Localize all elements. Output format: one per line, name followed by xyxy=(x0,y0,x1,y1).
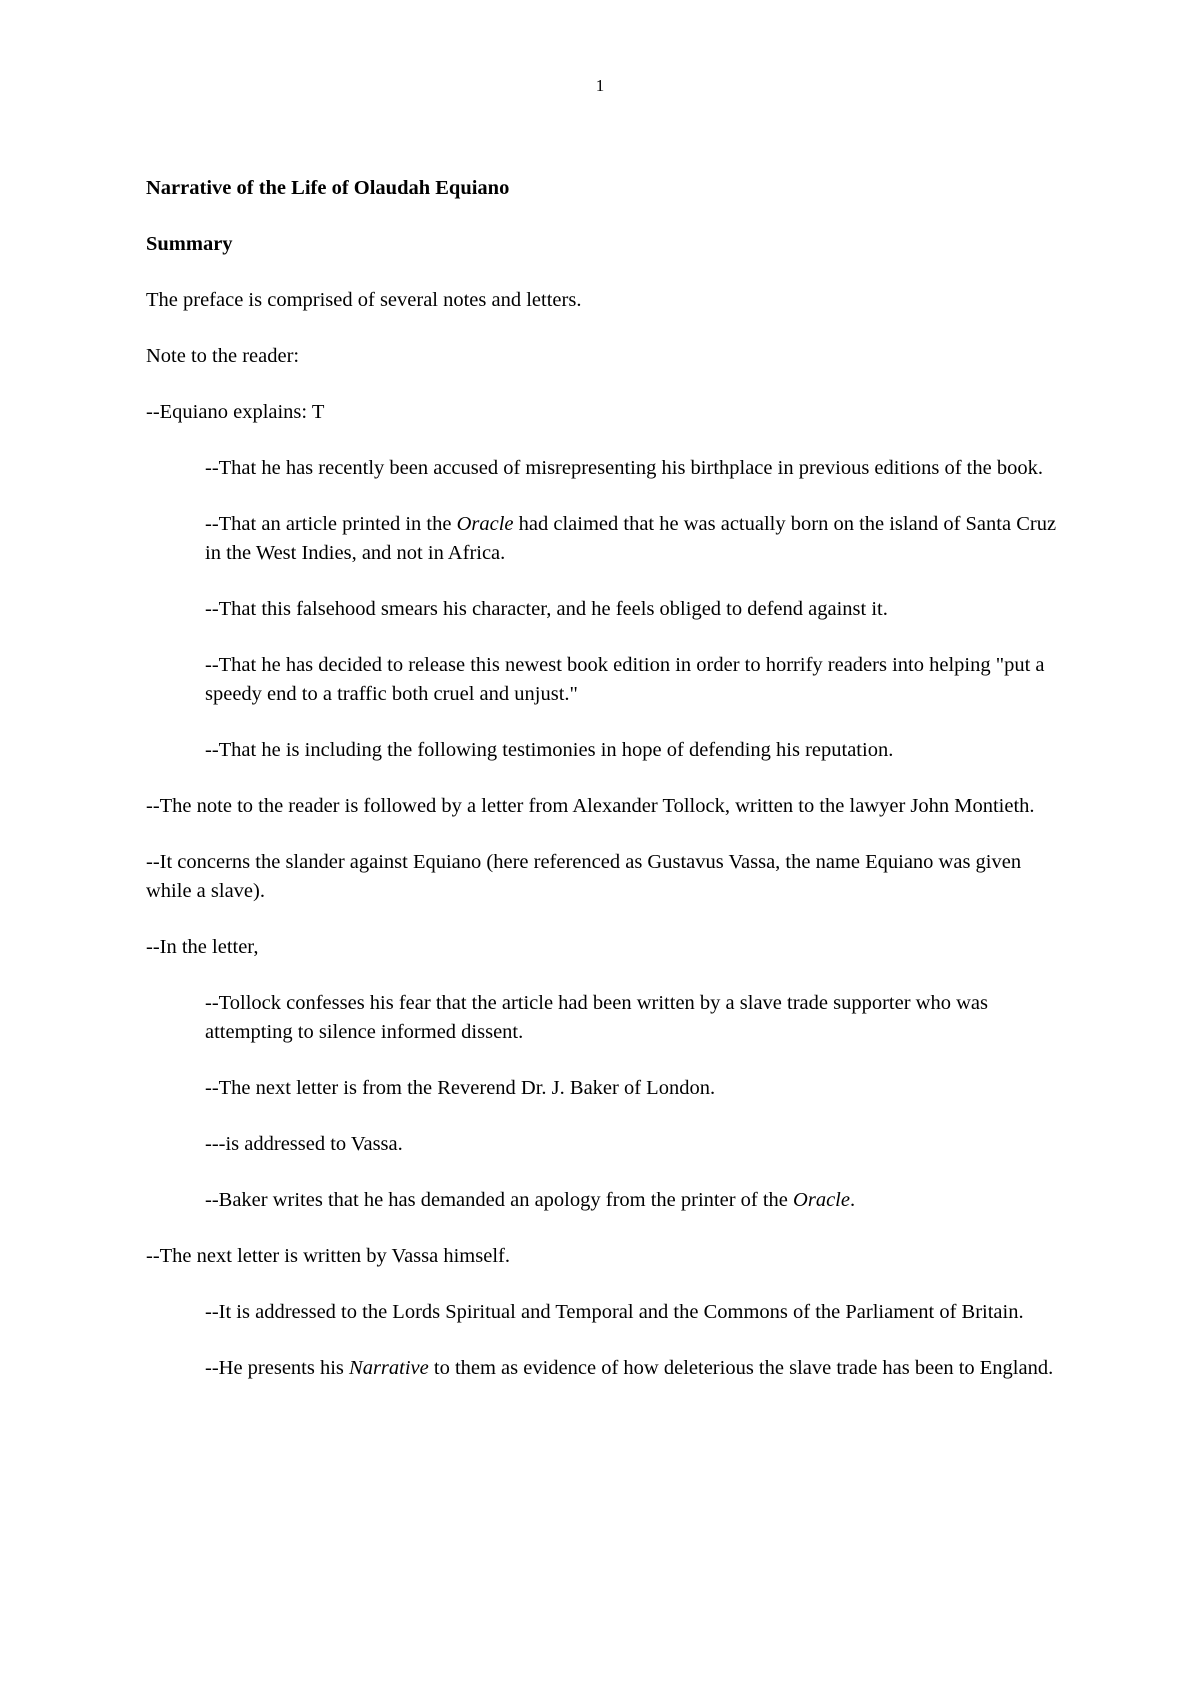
italic-title: Narrative xyxy=(349,1357,429,1379)
document-body xyxy=(146,174,1070,1383)
indented-paragraph: --That he has recently been accused of misrepresenting his birthplace in previous editions of the book. xyxy=(205,457,1043,479)
paragraph-list xyxy=(146,286,1070,1383)
italic-title: Oracle xyxy=(456,513,514,535)
indented-paragraph: ---is addressed to Vassa. xyxy=(205,1133,403,1155)
paragraph-text: --Baker writes that he has demanded an apology from the printer of the xyxy=(205,1189,794,1211)
paragraph: Note to the reader: xyxy=(146,345,300,367)
paragraph-text: --That an article printed in the xyxy=(205,513,457,535)
paragraph: --It concerns the slander against Equiano (here referenced as Gustavus Vassa, the name Equiano was given while a slave). xyxy=(146,851,1022,902)
paragraph-text: to them as evidence of how deleterious the slave trade has been to England. xyxy=(428,1357,1054,1379)
paragraph-text: . xyxy=(849,1189,856,1211)
paragraph: The preface is comprised of several notes and letters. xyxy=(146,289,582,311)
indented-paragraph: --Tollock confesses his fear that the article had been written by a slave trade supporter who was attempting to silence informed dissent. xyxy=(205,992,988,1043)
indented-paragraph: --The next letter is from the Reverend Dr. J. Baker of London. xyxy=(205,1077,716,1099)
indented-paragraph xyxy=(205,510,1070,568)
indented-paragraph: --That this falsehood smears his character, and he feels obliged to defend against it. xyxy=(205,598,888,620)
italic-title: Oracle xyxy=(793,1189,850,1211)
indented-paragraph xyxy=(205,1354,1070,1383)
page-number: 1 xyxy=(595,76,605,95)
paragraph: --In the letter, xyxy=(146,936,259,958)
indented-paragraph: --That he has decided to release this newest book edition in order to horrify readers into helping "put a speedy end to a traffic both cruel and unjust." xyxy=(205,654,1045,705)
paragraph: --Equiano explains: T xyxy=(146,401,325,423)
document-title: Narrative of the Life of Olaudah Equiano xyxy=(146,177,510,199)
paragraph-text: had claimed that he was actually born on the island of Santa Cruz in the West Indies, and not in Africa. xyxy=(205,513,1057,564)
section-heading: Summary xyxy=(146,233,233,255)
indented-paragraph xyxy=(205,1186,1070,1215)
paragraph-text: --He presents his xyxy=(205,1357,350,1379)
paragraph: --The next letter is written by Vassa himself. xyxy=(146,1245,510,1267)
indented-paragraph: --It is addressed to the Lords Spiritual and Temporal and the Commons of the Parliament of Britain. xyxy=(205,1301,1024,1323)
paragraph: --The note to the reader is followed by a letter from Alexander Tollock, written to the lawyer John Montieth. xyxy=(146,795,1035,817)
indented-paragraph: --That he is including the following testimonies in hope of defending his reputation. xyxy=(205,739,894,761)
